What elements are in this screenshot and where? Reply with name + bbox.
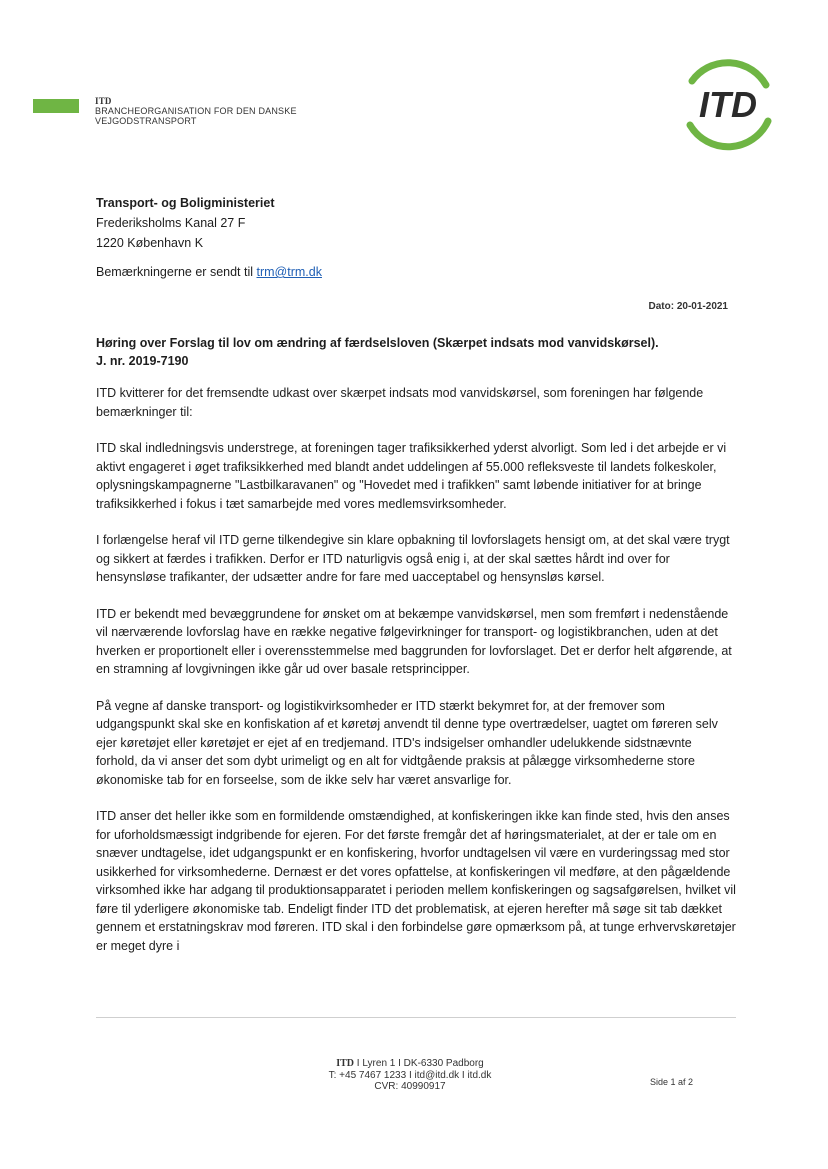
paragraph: ITD anser det heller ikke som en formildende omstændighed, at konfiskeringen ikke kan finde sted, hvis den anses for uforholdsmæssigt indgribende for ejeren. For det første fremgår det af høringsmaterialet, at der er tale om en snæver undtagelse, idet udgangspunkt er en konfiskering, hvorfor undtagelsen vil være en vurderingssag med stor usikkerhed for virksomhederne. Dernæst er det vores opfattelse, at konfiskeringen vil medføre, at den pågældende virksomhed ikke har adgang til produktionsapparatet i perioden mellem konfiskeringen og sagsafgørelsen, hvilket vil føre til yderligere økonomiske tab. Endeligt finder ITD det problematisk, at ejeren herefter må søge sit tab dækket gennem et erstatningskrav mod føreren. ITD skal i den forbindelse gøre opmærksom på, at tunge erhvervskøretøjer er meget dyre i [96,809,736,953]
org-line-1: BRANCHEORGANISATION FOR DEN DANSKE [95,106,297,116]
journal-number: J. nr. 2019-7190 [96,354,189,368]
org-header [95,96,297,126]
itd-logo [678,55,778,155]
recipient-city: 1220 København K [96,236,204,250]
recipient-street: Frederiksholms Kanal 27 F [96,216,246,230]
brand-green-bar [33,99,79,113]
paragraph: I forlængelse heraf vil ITD gerne tilkendegive sin klare opbakning til lovforslagets hensigt om, at det skal være trygt og sikkert at færdes i trafikken. Derfor er ITD naturligvis også enig i, at der skal sættes hårdt ind over for hensynsløse trafikanter, der udsætter andre for fare med uacceptabel og hensynsløs kørsel. [96,533,730,584]
footer-address-text: I Lyren 1 I DK-6330 Padborg [354,1058,484,1069]
logo-text: ITD [699,84,757,125]
subject-heading [96,334,659,370]
logo-ring-top [692,63,766,85]
paragraph: På vegne af danske transport- og logistikvirksomheder er ITD stærkt bekymret for, at der fremover som udgangspunkt skal ske en konfiskation af et køretøj anvendt til denne type overtrædelser, uagtet om føreren selv ejer køretøjet eller køretøjet er ejet af en tredjemand. ITD's indsigelser omhandler udelukkende sidstnævnte forhold, da vi anser det som dybt urimeligt og en alt for vidtgående praksis at pålægge virksomhederne store økonomiske tab for en forseelse, som de ikke selv har været ansvarlige for. [96,698,718,787]
org-line-2: VEJGODSTRANSPORT [95,116,197,126]
recipient-name: Transport- og Boligministeriet [96,196,275,210]
footer-contact: T: +45 7467 1233 I itd@itd.dk I itd.dk [328,1069,492,1081]
page-number: Side 1 af 2 [650,1077,694,1087]
footer-address [240,1058,580,1070]
subject-title: Høring over Forslag til lov om ændring af færdselsloven (Skærpet indsats mod vanvidskørsel). [96,336,659,350]
email-link[interactable]: trm@trm.dk [256,265,322,279]
footer [240,1058,580,1093]
paragraph: ITD er bekendt med bevæggrundene for ønsket om at bekæmpe vanvidskørsel, men som fremført i nedenstående vil nærværende lovforslag have en række negative følgevirkninger for transport- og logistikbranchen, uden at det hverken er proportionelt eller i overensstemmelse med baggrunden for lovforslaget. Det er derfor helt afgørende, at en stramning af lovgivningen ikke går ud over basale retsprincipper. [96,606,732,676]
footer-divider [96,1017,736,1018]
footer-cvr: CVR: 40990917 [374,1081,446,1092]
paragraph: ITD skal indledningsvis understrege, at foreningen tager trafiksikkerhed yderst alvorligt. Som led i det arbejde er vi aktivt engageret i øget trafiksikkerhed med blandt andet uddelingen af 55.000 refleksveste til landets folkeskoler, oplysningskampagnerne "Lastbilkaravanen" og "Hovedet med i trafikken" samt løbende initiativer for at bringe trafiksikkerhed i fokus i tæt samarbejde med vores medlemsvirksomheder. [96,441,727,511]
recipient-address [96,193,275,253]
sent-prefix: Bemærkningerne er sendt til [96,265,257,279]
document-date: Dato: 20-01-2021 [648,301,728,312]
letter-body [96,384,736,973]
footer-abbr: ITD [336,1058,355,1069]
org-abbr: ITD [95,96,112,106]
paragraph: ITD kvitterer for det fremsendte udkast over skærpet indsats mod vanvidskørsel, som foreningen har følgende bemærkninger til: [96,386,704,419]
sent-notice [96,265,322,279]
